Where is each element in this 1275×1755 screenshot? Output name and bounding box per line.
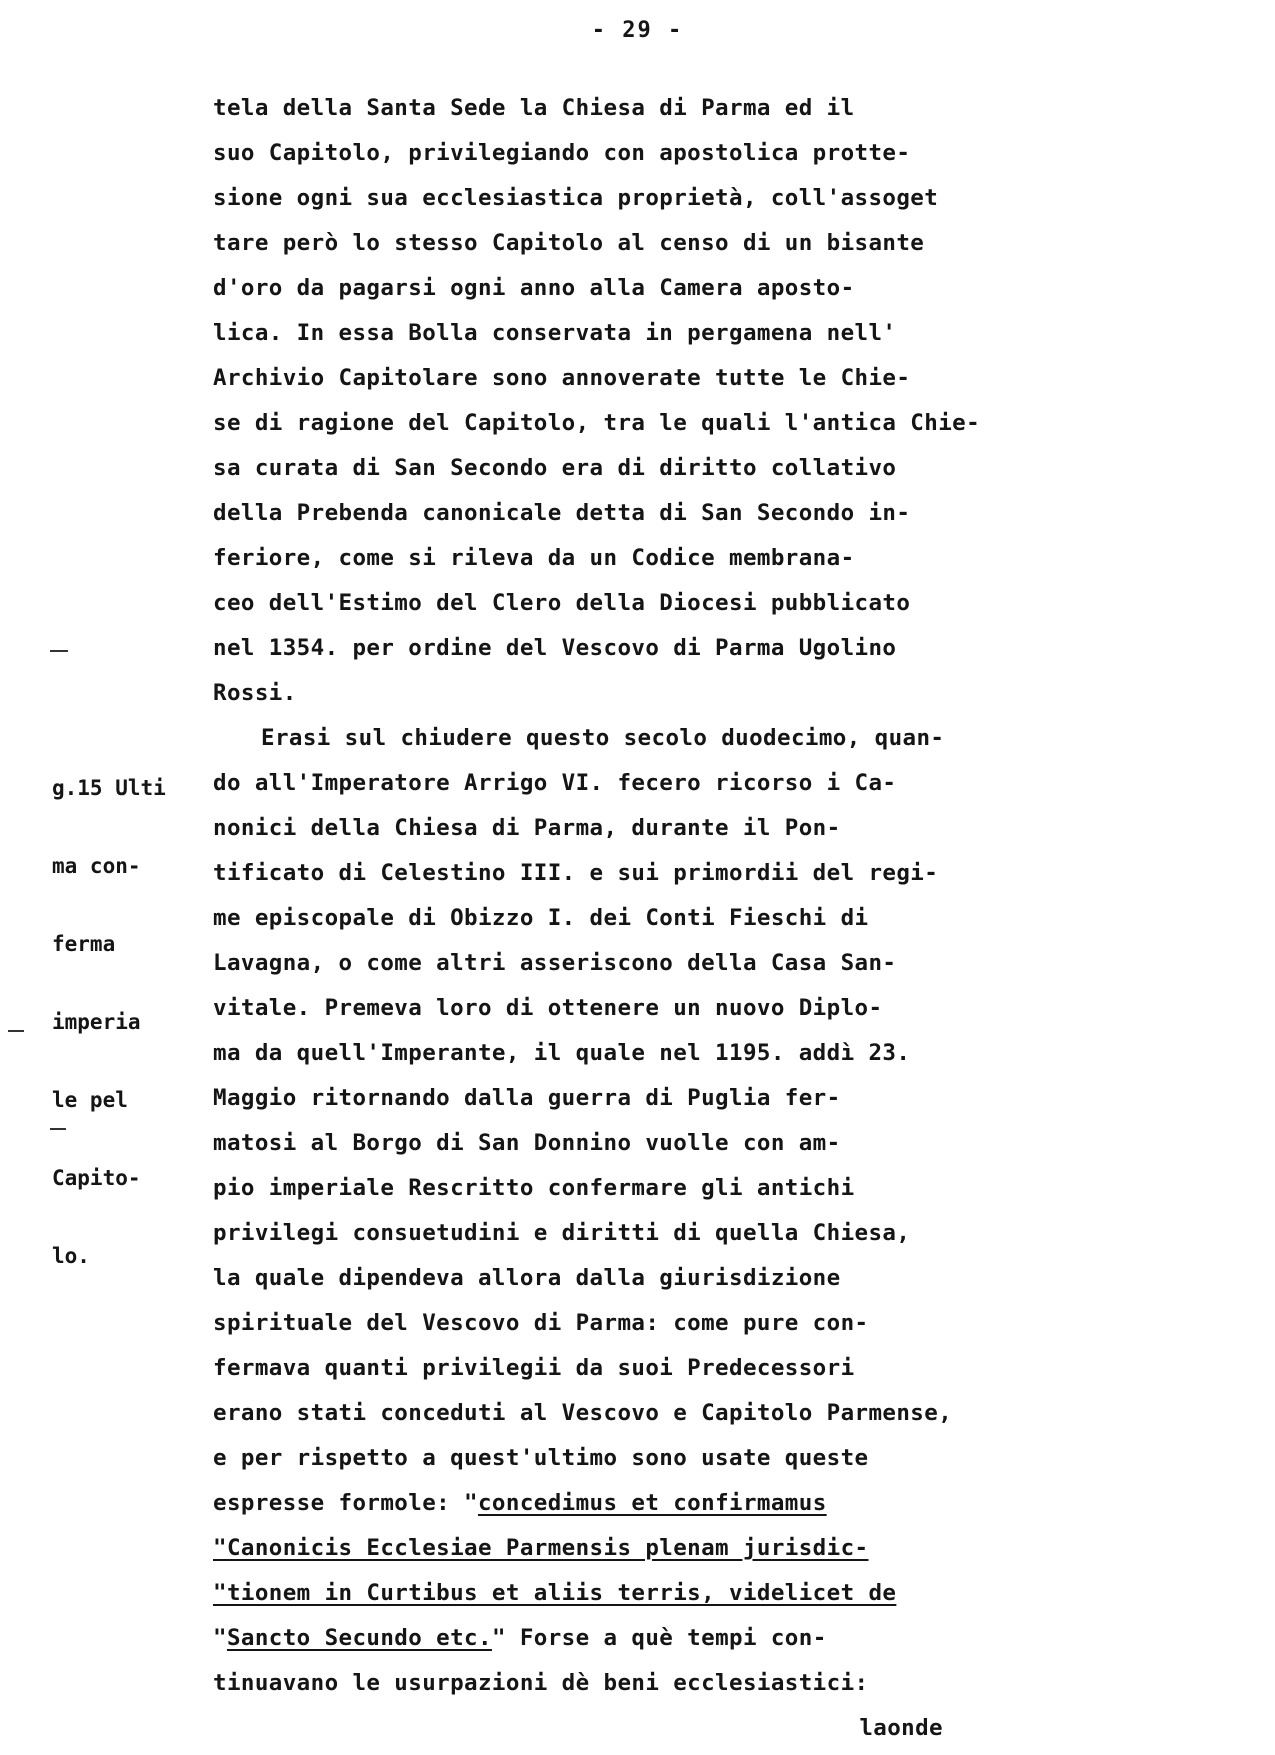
text-line: vitale. Premeva loro di ottenere un nuovo Diplo-: [213, 995, 883, 1021]
text-line: tificato di Celestino III. e sui primordii del regi-: [213, 860, 939, 886]
text-line: nel 1354. per ordine del Vescovo di Parma Ugolino: [213, 635, 897, 661]
margin-note-line: ma con-: [52, 854, 141, 878]
quoted-latin-text: concedimus et confirmamus: [477, 1490, 827, 1516]
text-line: sione ogni sua ecclesiastica proprietà, coll'assoget: [213, 185, 939, 211]
text-line: lica. In essa Bolla conservata in pergamena nell': [213, 320, 897, 346]
text-line: tare però lo stesso Capitolo al censo di un bisante: [213, 230, 925, 256]
margin-note-line: le pel: [52, 1088, 128, 1112]
quoted-latin-text: "tionem in Curtibus et aliis terris, videlicet de: [213, 1580, 897, 1606]
text-line: spirituale del Vescovo di Parma: come pure con-: [213, 1310, 869, 1336]
text-line: e per rispetto a quest'ultimo sono usate queste: [213, 1445, 869, 1471]
text-line: feriore, come si rileva da un Codice membrana-: [213, 545, 855, 571]
margin-note-line: lo.: [52, 1244, 90, 1268]
body-text: [213, 86, 1133, 1751]
text-line: do all'Imperatore Arrigo VI. fecero ricorso i Ca-: [213, 770, 897, 796]
text-line: suo Capitolo, privilegiando con apostolica protte-: [213, 140, 911, 166]
margin-note-line: imperia: [52, 1010, 141, 1034]
page-number: - 29 -: [591, 18, 684, 43]
text-line: Erasi sul chiudere questo secolo duodecimo, quan-: [261, 725, 945, 751]
text-span: ": [213, 1625, 227, 1651]
text-line: fermava quanti privilegii da suoi Predecessori: [213, 1355, 855, 1381]
margin-tick-mark: [50, 1128, 66, 1130]
margin-note-line: Capito-: [52, 1166, 141, 1190]
text-line: [213, 1571, 1133, 1616]
text-line: ceo dell'Estimo del Clero della Diocesi pubblicato: [213, 590, 911, 616]
text-line: ma da quell'Imperante, il quale nel 1195. addì 23.: [213, 1040, 911, 1066]
margin-tick-mark: [8, 1030, 24, 1032]
text-line: matosi al Borgo di San Donnino vuolle con am-: [213, 1130, 841, 1156]
text-line: Lavagna, o come altri asseriscono della Casa San-: [213, 950, 897, 976]
quoted-latin-text: Sancto Secundo etc.: [226, 1625, 492, 1651]
margin-note-line: ferma: [52, 932, 116, 956]
text-line: la quale dipendeva allora dalla giurisdizione: [213, 1265, 841, 1291]
catchword: laonde: [859, 1715, 943, 1741]
text-line: nonici della Chiesa di Parma, durante il Pon-: [213, 815, 841, 841]
text-line: d'oro da pagarsi ogni anno alla Camera aposto-: [213, 275, 855, 301]
text-line: se di ragione del Capitolo, tra le quali l'antica Chie-: [213, 410, 981, 436]
text-line: me episcopale di Obizzo I. dei Conti Fieschi di: [213, 905, 869, 931]
text-span: " Forse a què tempi con-: [491, 1625, 827, 1651]
text-line: [213, 1616, 1133, 1661]
text-line: [213, 1526, 1133, 1571]
margin-note-line: g.15 Ulti: [52, 776, 166, 800]
text-span: espresse formole: ": [213, 1490, 478, 1516]
text-line: [213, 1481, 1133, 1526]
margin-tick-mark: [50, 650, 68, 652]
text-line: pio imperiale Rescritto confermare gli antichi: [213, 1175, 855, 1201]
text-line: erano stati conceduti al Vescovo e Capitolo Parmense,: [213, 1400, 953, 1426]
text-line: sa curata di San Secondo era di diritto collativo: [213, 455, 897, 481]
text-line: tinuavano le usurpazioni dè beni ecclesiastici:: [213, 1670, 869, 1696]
text-line: tela della Santa Sede la Chiesa di Parma ed il: [213, 95, 855, 121]
text-line: Archivio Capitolare sono annoverate tutte le Chie-: [213, 365, 911, 391]
text-line: Rossi.: [213, 680, 297, 706]
text-line: della Prebenda canonicale detta di San Secondo in-: [213, 500, 911, 526]
margin-note: [52, 723, 182, 1321]
text-line: privilegi consuetudini e diritti di quella Chiesa,: [213, 1220, 911, 1246]
text-line: Maggio ritornando dalla guerra di Puglia fer-: [213, 1085, 841, 1111]
quoted-latin-text: "Canonicis Ecclesiae Parmensis plenam jurisdic-: [213, 1535, 869, 1561]
